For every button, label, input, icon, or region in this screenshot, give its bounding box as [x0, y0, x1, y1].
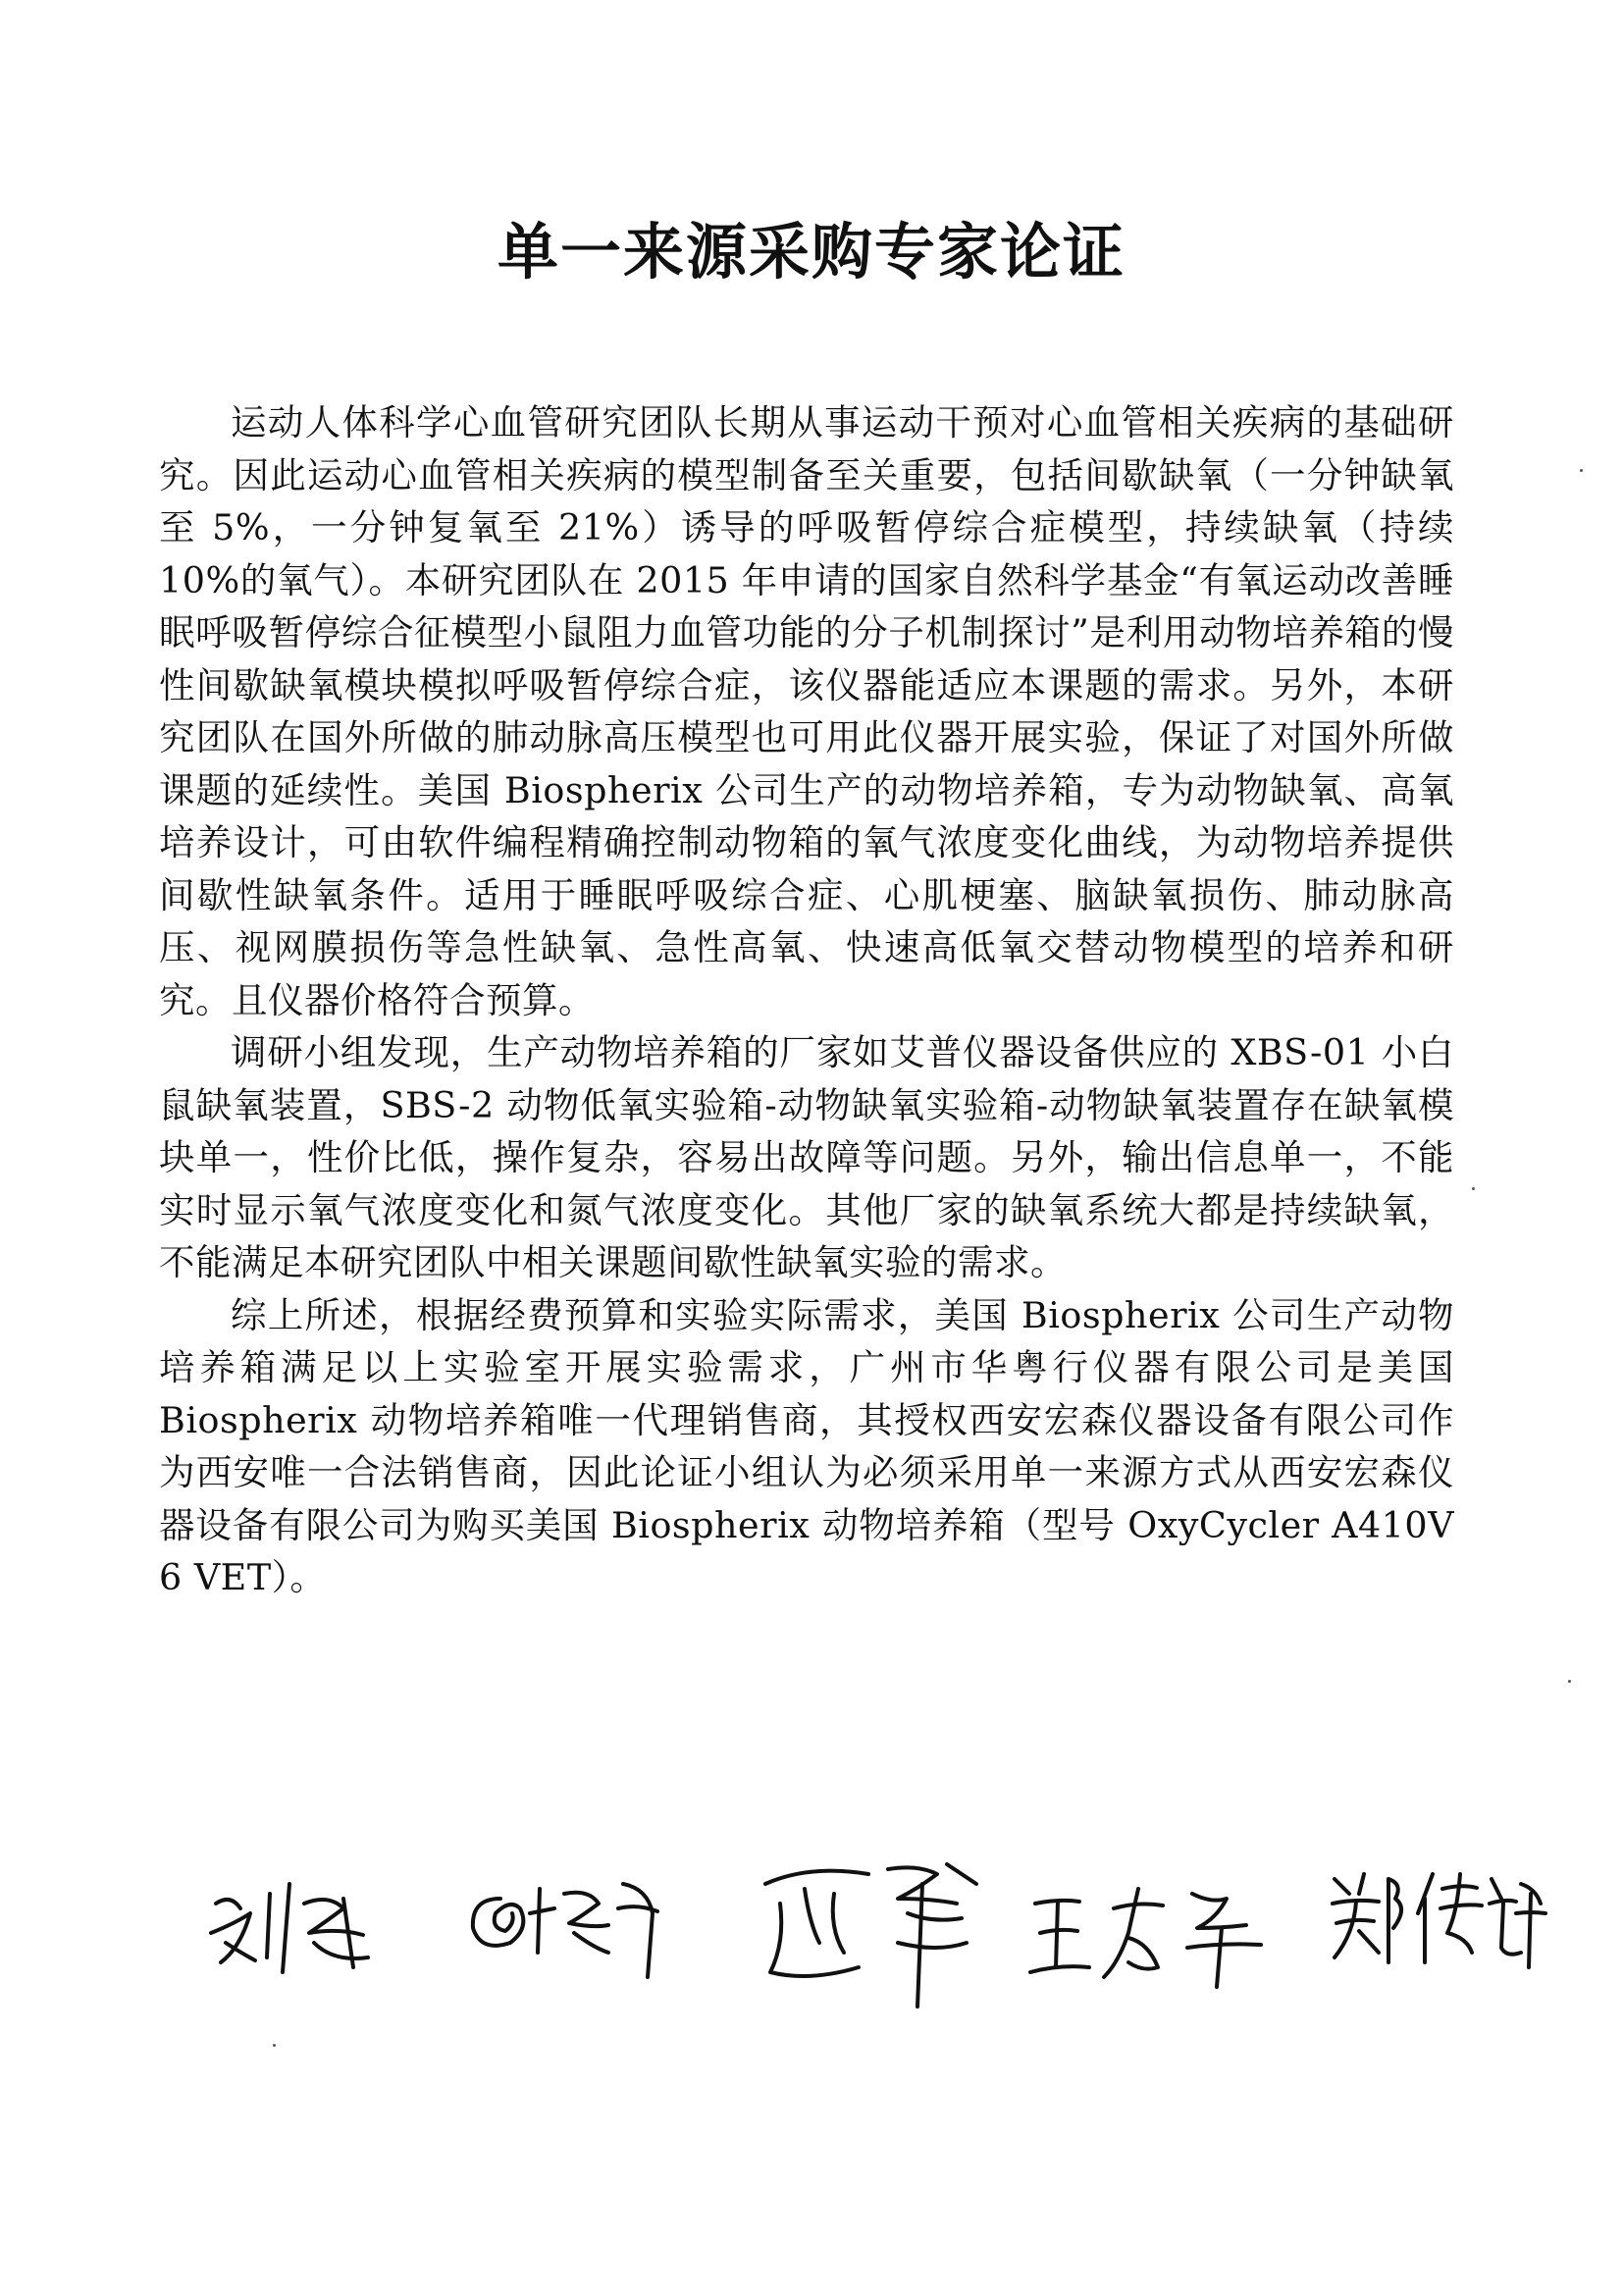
scan-speck — [1580, 469, 1583, 472]
signature-4 — [1021, 1874, 1276, 1992]
scan-speck — [1568, 1680, 1571, 1683]
scan-speck — [1472, 1187, 1475, 1190]
signature-2 — [461, 1854, 687, 1982]
paragraph-2: 调研小组发现，生产动物培养箱的厂家如艾普仪器设备供应的 XBS-01 小白鼠缺氧装置，SBS-2 动物低氧实验箱-动物缺氧实验箱-动物缺氧装置存在缺氧模块单一，性价比低，操作复杂，容易出故障等问题。另外，输出信息单一，不能实时显示氧气浓度变化和氮气浓度变化。其他厂家的缺氧系统大都是持续缺氧，不能满足本研究团队中相关课题间歇性缺氧实验的需求。 — [159, 1031, 1454, 1283]
signature-block — [177, 1845, 1550, 2080]
scan-speck — [273, 2044, 276, 2047]
signature-3 — [751, 1845, 996, 2011]
page-title: 单一来源采购专家论证 — [497, 216, 1126, 287]
signature-1 — [196, 1864, 393, 1982]
document-body — [159, 396, 1454, 1604]
paragraph-3: 综上所述，根据经费预算和实验实际需求，美国 Biospherix 公司生产动物培养箱满足以上实验室开展实验需求，广州市华粤行仪器有限公司是美国 Biospherix 动物培养箱唯一代理销售商，其授权西安宏森仪器设备有限公司作为西安唯一合法销售商，因此论证小组认为必须采用单一来源方式从西安宏森仪器设备有限公司为购买美国 Biospherix 动物培养箱（型号 OxyCycler A410V 6 VET）。 — [159, 1293, 1454, 1598]
signature-5 — [1325, 1854, 1550, 1982]
paragraph-1: 运动人体科学心血管研究团队长期从事运动干预对心血管相关疾病的基础研究。因此运动心血管相关疾病的模型制备至关重要，包括间歇缺氧（一分钟缺氧至 5%，一分钟复氧至 21%）诱导的呼吸暂停综合症模型，持续缺氧（持续 10%的氧气）。本研究团队在 2015 年申请的国家自然科学基金“有氧运动改善睡眠呼吸暂停综合征模型小鼠阻力血管功能的分子机制探讨”是利用动物培养箱的慢性间歇缺氧模块模拟呼吸暂停综合症，该仪器能适应本课题的需求。另外，本研究团队在国外所做的肺动脉高压模型也可用此仪器开展实验，保证了对国外所做课题的延续性。美国 Biospherix 公司生产的动物培养箱，专为动物缺氧、高氧培养设计，可由软件编程精确控制动物箱的氧气浓度变化曲线，为动物培养提供间歇性缺氧条件。适用于睡眠呼吸综合症、心肌梗塞、脑缺氧损伤、肺动脉高压、视网膜损伤等急性缺氧、急性高氧、快速高低氧交替动物模型的培养和研究。且仪器价格符合预算。 — [159, 401, 1454, 1021]
